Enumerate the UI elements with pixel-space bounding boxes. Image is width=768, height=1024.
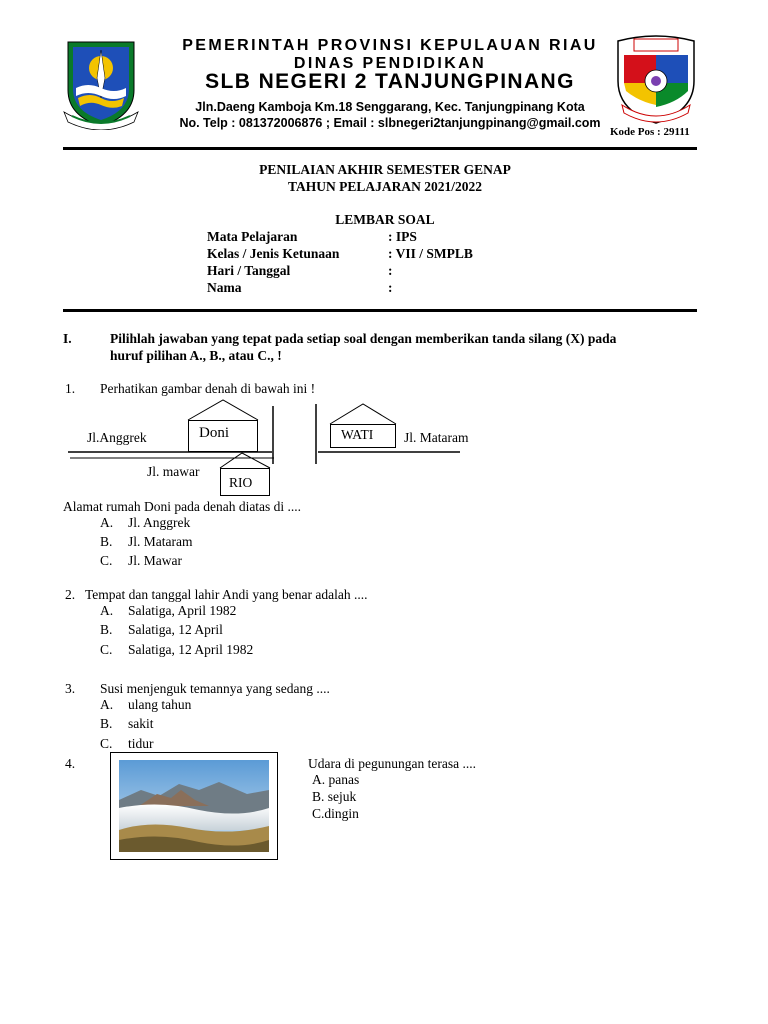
- question-number: 1.: [65, 381, 76, 396]
- house-wati-label: WATI: [341, 427, 374, 442]
- option-letter: A.: [100, 603, 114, 618]
- option-letter: B.: [312, 789, 325, 804]
- field-value-class: : VII / SMPLB: [388, 246, 473, 261]
- option-text: sakit: [128, 716, 154, 731]
- option-text: Jl. Mawar: [128, 553, 182, 568]
- field-label-date: Hari / Tanggal: [207, 263, 291, 278]
- map-lines: [60, 396, 480, 500]
- option-text: Salatiga, April 1982: [128, 603, 237, 618]
- house-doni-label: Doni: [199, 425, 229, 441]
- option-a: [312, 772, 359, 788]
- field-label-name: Nama: [207, 280, 242, 295]
- street-mawar: Jl. mawar: [147, 464, 200, 479]
- field-value-date: :: [388, 263, 393, 278]
- question-prompt: Udara di pegunungan terasa ....: [308, 756, 476, 771]
- instruction-line-2: huruf pilihan A., B., atau C., !: [110, 348, 282, 363]
- field-label-subject: Mata Pelajaran: [207, 229, 298, 244]
- option-letter: A.: [100, 697, 114, 712]
- exam-year: TAHUN PELAJARAN 2021/2022: [287, 179, 482, 194]
- option-letter: C.: [100, 736, 113, 751]
- instruction-line-1: Pilihlah jawaban yang tepat pada setiap soal dengan memberikan tanda silang (X) pada: [110, 331, 617, 346]
- option-text: Salatiga, 12 April: [128, 622, 223, 637]
- option-letter: B.: [100, 622, 113, 637]
- option-text: panas: [328, 772, 360, 787]
- option-b: [312, 789, 356, 805]
- question-prompt: Perhatikan gambar denah di bawah ini !: [100, 381, 316, 396]
- map-diagram: [60, 396, 480, 500]
- header-school-name: SLB NEGERI 2 TANJUNGPINANG: [205, 70, 575, 93]
- option-text: tidur: [128, 736, 154, 751]
- option-letter: C.: [100, 553, 113, 568]
- field-value-subject: : IPS: [388, 229, 417, 244]
- question-number: 3.: [65, 681, 76, 696]
- sheet-title: LEMBAR SOAL: [335, 212, 435, 227]
- option-letter: B.: [100, 534, 113, 549]
- option-letter: C.: [100, 642, 113, 657]
- option-text: sejuk: [327, 789, 357, 804]
- header-contact: No. Telp : 081372006876 ; Email : slbnegeri2tanjungpinang@gmail.com: [179, 116, 601, 130]
- option-text: Jl. Mataram: [128, 534, 193, 549]
- exam-title: PENILAIAN AKHIR SEMESTER GENAP: [259, 162, 511, 177]
- question-number: 4.: [65, 756, 76, 771]
- street-mataram: Jl. Mataram: [404, 430, 469, 445]
- section-number: I.: [63, 331, 72, 346]
- option-c: [312, 806, 359, 822]
- field-value-name: :: [388, 280, 393, 295]
- option-letter: C.: [312, 806, 325, 821]
- option-text: Salatiga, 12 April 1982: [128, 642, 254, 657]
- option-letter: A.: [312, 772, 326, 787]
- option-letter: A.: [100, 515, 114, 530]
- option-letter: B.: [100, 716, 113, 731]
- header-department: DINAS PENDIDIKAN: [293, 55, 487, 72]
- header-postal-code: Kode Pos : 29111: [610, 126, 690, 138]
- question-number: 2.: [65, 587, 76, 602]
- option-text: dingin: [324, 806, 359, 821]
- house-doni: [188, 420, 258, 452]
- header-government: PEMERINTAH PROVINSI KEPULAUAN RIAU: [182, 37, 598, 54]
- question-text: Alamat rumah Doni pada denah diatas di ....: [63, 499, 302, 514]
- question-prompt: Susi menjenguk temannya yang sedang ....: [100, 681, 330, 696]
- street-anggrek: Jl.Anggrek: [87, 430, 147, 445]
- option-text: ulang tahun: [128, 697, 192, 712]
- house-rio: [220, 468, 270, 496]
- house-wati: [330, 424, 396, 448]
- section-divider: [63, 309, 697, 312]
- option-text: Jl. Anggrek: [128, 515, 191, 530]
- header-address: Jln.Daeng Kamboja Km.18 Senggarang, Kec. Tanjungpinang Kota: [195, 100, 585, 114]
- field-label-class: Kelas / Jenis Ketunaan: [207, 246, 340, 261]
- question-prompt: Tempat dan tanggal lahir Andi yang benar adalah ....: [85, 587, 368, 602]
- mountain-photo: [110, 752, 278, 860]
- header-divider: [63, 147, 697, 150]
- house-rio-label: RIO: [229, 475, 253, 490]
